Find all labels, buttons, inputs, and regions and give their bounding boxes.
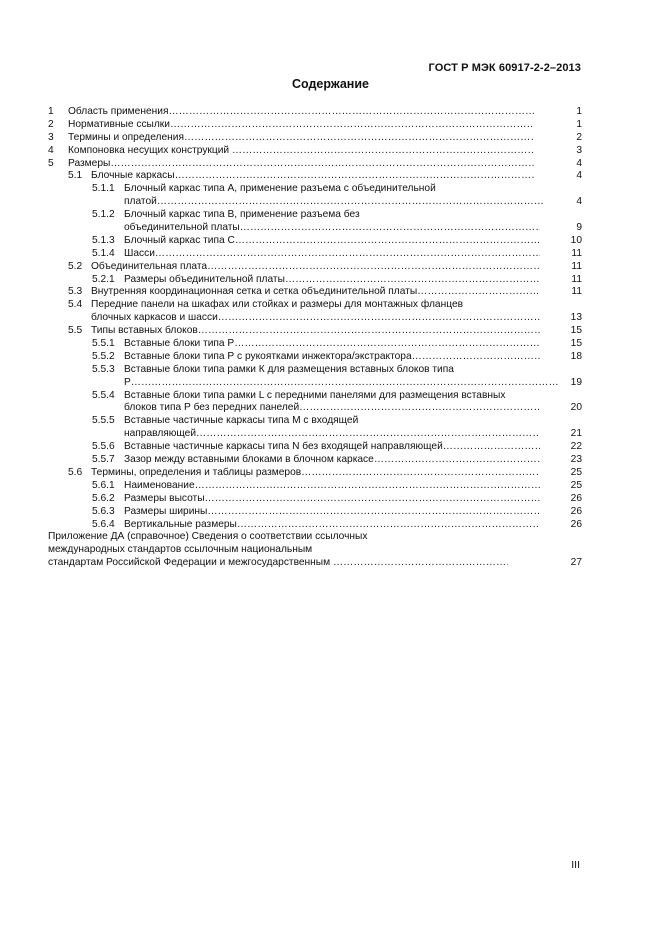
toc-entry-title: Термины, определения и таблицы размеров …………………………………………………………………………………………………………………………………………………………………………………………………………………… [91,467,540,480]
toc-entry-page: 23 [570,454,582,466]
toc-entry[interactable] [0,183,661,196]
toc-entry-number: 5.6 [68,466,83,478]
toc-entry-title: Вставные частичные каркасы типа N без входящей направляющей …………………………………………………………………………………………………………………………………………………………………………………………………………………… [124,441,540,454]
toc-entry-number: 5.6.4 [92,518,115,530]
toc-entry-number: 5.2.1 [92,273,115,285]
document-code: ГОСТ Р МЭК 60917-2-2–2013 [428,62,581,74]
toc-entry-title: Вертикальные размеры …………………………………………………………………………………………………………………………………………………………………………………………………………………… [124,519,540,532]
toc-entry[interactable] [0,286,661,299]
toc-entry-page: 10 [570,234,582,246]
toc-entry-title: объединительной платы …………………………………………………………………………………………………………………………………………………………………………………………………………………… [124,222,540,235]
toc-entry-number: 5.1.2 [92,209,115,221]
toc-entry-page: 13 [570,312,582,324]
toc-entry-title: направляющей …………………………………………………………………………………………………………………………………………………………………………………………………………………… [124,428,540,441]
toc-entry[interactable] [0,377,661,390]
toc-entry-page: 26 [570,518,582,530]
toc-entry-title: международных стандартов ссылочным национальным [48,544,313,556]
toc-entry-number: 5.6.1 [92,479,115,491]
toc-entry-page: 25 [570,479,582,491]
toc-entry[interactable] [0,325,661,338]
toc-entry-page: 1 [576,118,582,130]
toc-entry[interactable] [0,145,661,158]
toc-entry-title: Объединительная плата …………………………………………………………………………………………………………………………………………………………………………………………………………………… [91,261,540,274]
toc-entry[interactable] [0,428,661,441]
toc-entry-title: Вставные блоки типа рамки L с передними панелями для размещения вставных [124,389,506,401]
toc-entry-title: Наименование …………………………………………………………………………………………………………………………………………………………………………………………………………………… [124,480,540,493]
toc-entry-number: 5.5.2 [92,350,115,362]
toc-entry-number: 5.5.3 [92,363,115,375]
toc-entry-page: 11 [571,286,582,298]
toc-entry-title: Зазор между вставными блоками в блочном каркасе …………………………………………………………………………………………………………………………………………………………………………………………………………………… [124,454,540,467]
toc-entry-title: Внутренняя координационная сетка и сетка объединительной платы …………………………………………………………………………………………………………………………………………………………………………………………………………………… [91,286,540,299]
toc-entry[interactable] [0,544,661,557]
toc-entry-page: 21 [570,428,582,440]
toc-entry-title: Размеры …………………………………………………………………………………………………………………………………………………………………………………………………………………… [68,158,534,171]
toc-entry-title: Шасси …………………………………………………………………………………………………………………………………………………………………………………………………………………… [124,248,540,261]
toc-entry[interactable] [0,312,661,325]
toc-entry-number: 5.5.4 [92,389,115,401]
toc-entry-title: стандартам Российской Федерации и межгосударственным …………………………………………………………………………………………………………………………………………………………………………………………………………………… [48,557,508,570]
toc-entry-page: 1 [576,106,582,117]
toc-entry[interactable] [0,235,661,248]
toc-entry-title: Блочные каркасы …………………………………………………………………………………………………………………………………………………………………………………………………………………… [91,170,534,183]
toc-entry-page: 15 [570,325,582,337]
toc-entry[interactable] [0,493,661,506]
toc-entry-title: Р …………………………………………………………………………………………………………………………………………………………………………………………………………………… [124,377,560,390]
toc-entry-page: 18 [570,350,582,362]
toc-entry[interactable] [0,209,661,222]
toc-entry-page: 4 [576,196,582,208]
toc-entry[interactable] [0,519,661,532]
toc-entry-page: 11 [571,260,582,272]
toc-entry-page: 26 [570,492,582,504]
toc-entry[interactable] [0,441,661,454]
toc-entry-page: 9 [576,222,582,234]
toc-entry[interactable] [0,351,661,364]
toc-entry-page: 15 [570,338,582,350]
toc-entry[interactable] [0,390,661,403]
toc-entry-title: Вставные блоки типа Р …………………………………………………………………………………………………………………………………………………………………………………………………………………… [124,338,540,351]
toc-entry[interactable] [0,531,661,544]
toc-entry[interactable] [0,261,661,274]
toc-entry[interactable] [0,480,661,493]
toc-entry[interactable] [0,274,661,287]
toc-entry[interactable] [0,338,661,351]
toc-entry-page: 4 [576,170,582,182]
toc-entry[interactable] [0,106,661,119]
toc-entry[interactable] [0,196,661,209]
toc-entry-page: 22 [570,441,582,453]
toc-entry-title: блоков типа Р без передних панелей …………………………………………………………………………………………………………………………………………………………………………………………………………………… [124,402,540,415]
toc-entry-number: 2 [48,118,54,130]
toc-entry-number: 5.5.7 [92,454,115,466]
toc-entry[interactable] [0,415,661,428]
toc-entry-title: Передние панели на шкафах или стойках и размеры для монтажных фланцев [91,299,464,311]
toc-entry-number: 5.5.5 [92,415,115,427]
toc-entry-page: 11 [571,247,582,259]
toc-entry-number: 5.4 [68,299,83,311]
toc-entry-page: 3 [576,144,582,156]
toc-entry-number: 5.6.2 [92,492,115,504]
toc-entry-number: 5.1.3 [92,234,115,246]
toc-entry[interactable] [0,402,661,415]
table-of-contents [0,106,661,570]
toc-entry[interactable] [0,467,661,480]
toc-entry-title: Размеры высоты …………………………………………………………………………………………………………………………………………………………………………………………………………………… [124,493,540,506]
toc-entry[interactable] [0,506,661,519]
toc-entry-title: Вставные частичные каркасы типа М с входящей [124,415,359,427]
toc-entry-title: Приложение ДА (справочное) Сведения о соответствии ссылочных [48,531,368,543]
toc-entry[interactable] [0,364,661,377]
toc-entry[interactable] [0,557,661,570]
toc-entry-number: 5 [48,157,54,169]
toc-entry-page: 19 [570,376,582,388]
toc-entry-page: 2 [576,131,582,143]
toc-entry-page: 4 [576,157,582,169]
toc-entry[interactable] [0,454,661,467]
toc-entry[interactable] [0,170,661,183]
page-number: III [571,859,580,871]
toc-entry-title: Блочный каркас типа В, применение разъема без [124,209,360,221]
toc-entry-number: 5.5.6 [92,441,115,453]
toc-entry-title: Вставные блоки типа Р с рукоятками инжектора/экстрактора …………………………………………………………………………………………………………………………………………………………………………………………………………………… [124,351,540,364]
toc-entry-number: 5.5 [68,325,83,337]
toc-entry-number: 5.1.1 [92,183,115,195]
toc-entry-page: 11 [571,273,582,285]
toc-entry-title: Вставные блоки типа рамки К для размещения вставных блоков типа [124,363,454,375]
toc-entry-title: Блочный каркас типа С …………………………………………………………………………………………………………………………………………………………………………………………………………………… [124,235,540,248]
toc-entry-title: Компоновка несущих конструкций …………………………………………………………………………………………………………………………………………………………………………………………………………………… [68,145,534,158]
toc-entry-number: 4 [48,144,54,156]
toc-entry-number: 5.1 [68,170,83,182]
toc-entry-number: 3 [48,131,54,143]
toc-entry-title: Термины и определения …………………………………………………………………………………………………………………………………………………………………………………………………………………… [68,132,534,145]
toc-entry-page: 20 [570,402,582,414]
toc-entry[interactable] [0,158,661,171]
toc-entry[interactable] [0,119,661,132]
toc-entry[interactable] [0,132,661,145]
toc-entry[interactable] [0,299,661,312]
toc-entry[interactable] [0,222,661,235]
toc-entry-title: Размеры ширины …………………………………………………………………………………………………………………………………………………………………………………………………………………… [124,506,540,519]
toc-entry-title: Типы вставных блоков …………………………………………………………………………………………………………………………………………………………………………………………………………………… [91,325,540,338]
toc-entry-title: платой …………………………………………………………………………………………………………………………………………………………………………………………………………………… [124,196,544,209]
toc-entry-page: 27 [570,557,582,569]
toc-entry-number: 5.5.1 [92,338,115,350]
toc-entry-title: блочных каркасов и шасси …………………………………………………………………………………………………………………………………………………………………………………………………………………… [91,312,540,325]
toc-entry-number: 5.1.4 [92,247,115,259]
toc-entry-page: 25 [570,466,582,478]
toc-entry-title: Нормативные ссылки …………………………………………………………………………………………………………………………………………………………………………………………………………………… [68,119,534,132]
toc-entry-title: Область применения …………………………………………………………………………………………………………………………………………………………………………………………………………………… [68,106,534,119]
toc-entry-number: 5.3 [68,286,83,298]
toc-entry-number: 5.6.3 [92,505,115,517]
page-title: Содержание [291,77,369,91]
toc-entry-page: 26 [570,505,582,517]
toc-entry-number: 1 [48,106,54,117]
toc-entry-number: 5.2 [68,260,83,272]
toc-entry[interactable] [0,248,661,261]
toc-entry-title: Размеры объединительной платы …………………………………………………………………………………………………………………………………………………………………………………………………………………… [124,274,540,287]
toc-entry-title: Блочный каркас типа А, применение разъема с объединительной [124,183,436,195]
